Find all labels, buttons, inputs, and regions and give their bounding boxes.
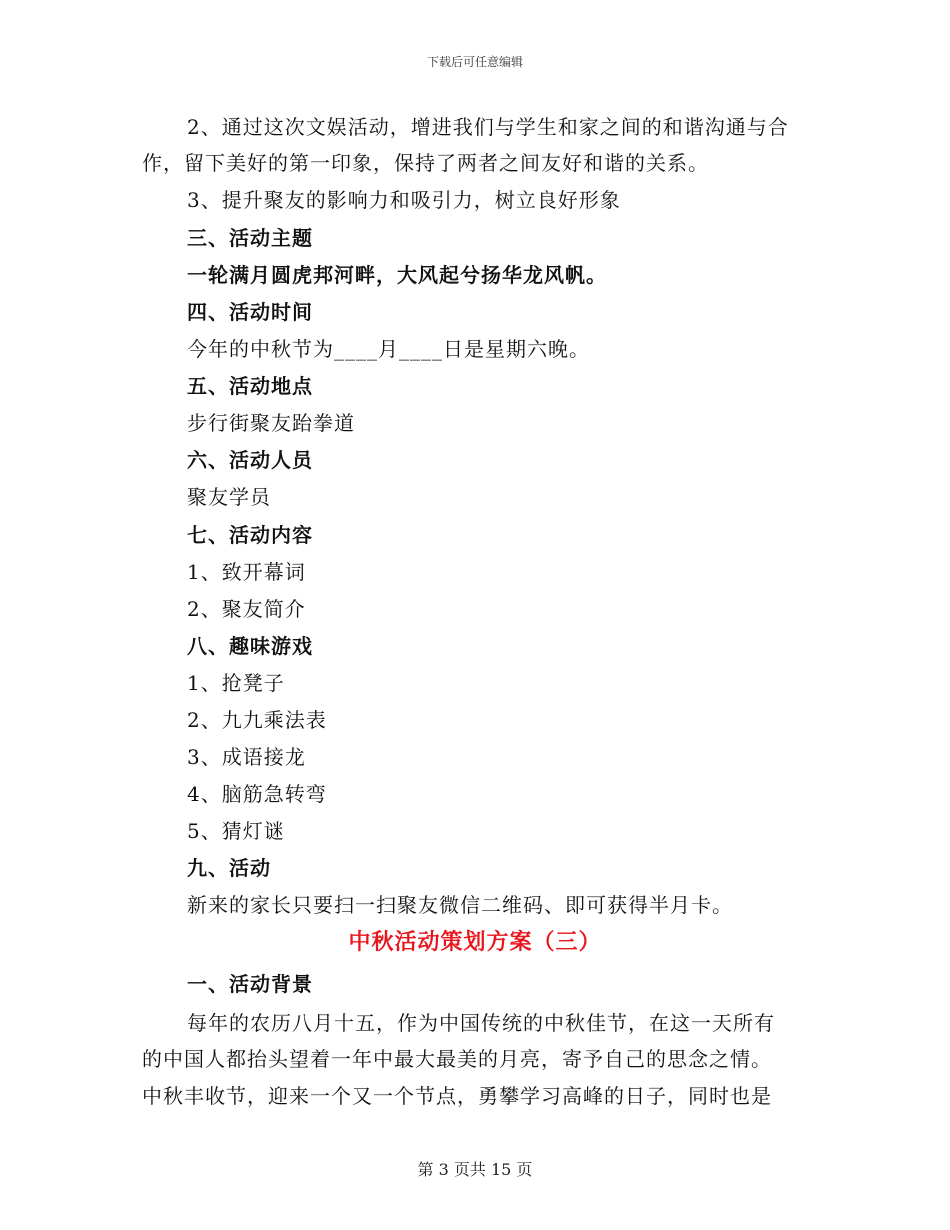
heading-background: 一、活动背景	[187, 972, 313, 996]
paragraph-goal-3: 3、提升聚友的影响力和吸引力，树立良好形象	[187, 188, 621, 212]
paragraph-goal-2-line-1: 2、通过这次文娱活动，增进我们与学生和家之间的和谐沟通与合	[187, 115, 789, 139]
people-text: 聚友学员	[187, 485, 271, 509]
heading-activity: 九、活动	[187, 856, 271, 880]
section-title: 中秋活动策划方案（三）	[348, 930, 602, 955]
background-line-2: 的中国人都抬头望着一年中最大最美的月亮，寄予自己的思念之情。	[142, 1047, 772, 1071]
place-text: 步行街聚友跆拳道	[187, 411, 355, 435]
game-item-3: 3、成语接龙	[187, 745, 306, 769]
content-item-1: 1、致开幕词	[187, 560, 306, 584]
game-item-1: 1、抢凳子	[187, 671, 285, 695]
heading-people: 六、活动人员	[187, 448, 313, 472]
page-footer: 第 3 页共 15 页	[417, 1160, 533, 1179]
paragraph-goal-2-line-2: 作，留下美好的第一印象，保持了两者之间友好和谐的关系。	[142, 151, 709, 175]
activity-text: 新来的家长只要扫一扫聚友微信二维码、即可获得半月卡。	[187, 893, 733, 917]
game-item-2: 2、九九乘法表	[187, 708, 327, 732]
heading-place: 五、活动地点	[187, 374, 313, 398]
game-item-5: 5、猜灯谜	[187, 819, 285, 843]
content-item-2: 2、聚友简介	[187, 597, 306, 621]
background-line-3: 中秋丰收节，迎来一个又一个节点，勇攀学习高峰的日子，同时也是	[142, 1084, 772, 1108]
heading-games: 八、趣味游戏	[187, 634, 313, 658]
heading-time: 四、活动时间	[187, 300, 313, 324]
heading-theme: 三、活动主题	[187, 226, 313, 250]
page-header: 下载后可任意编辑	[426, 55, 523, 69]
theme-text: 一轮满月圆虎邦河畔，大风起兮扬华龙风帆。	[187, 263, 607, 287]
heading-content: 七、活动内容	[187, 523, 313, 547]
time-text: 今年的中秋节为____月____日是星期六晚。	[187, 337, 590, 361]
background-line-1: 每年的农历八月十五，作为中国传统的中秋佳节，在这一天所有	[187, 1011, 775, 1035]
game-item-4: 4、脑筋急转弯	[187, 782, 327, 806]
